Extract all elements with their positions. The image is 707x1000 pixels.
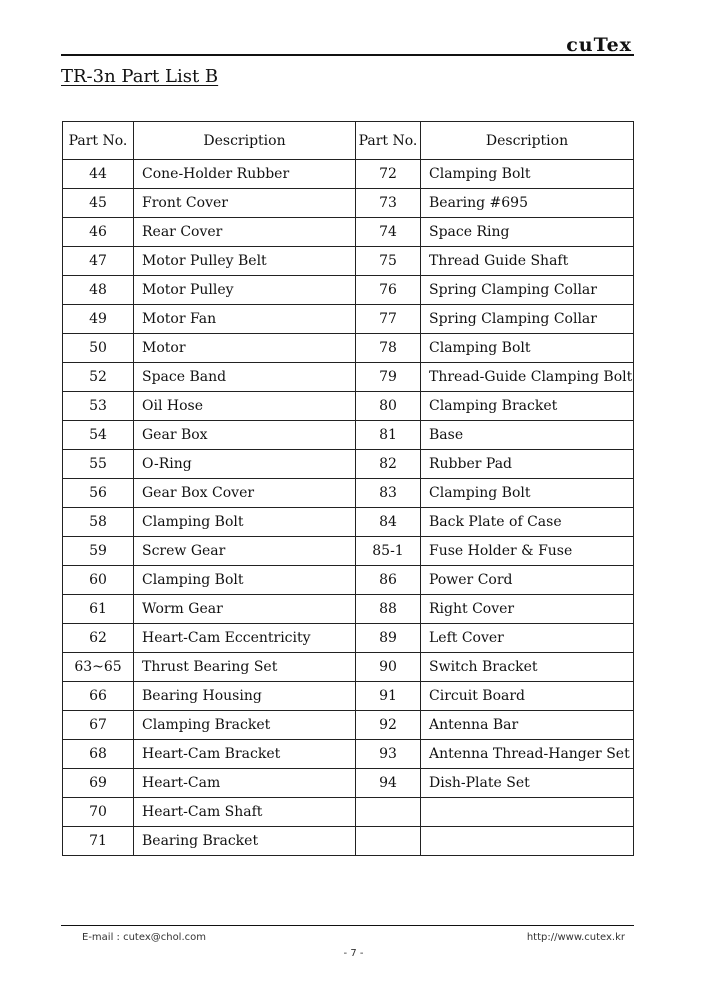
left-description: Thrust Bearing Set — [134, 653, 356, 682]
left-description: Motor Fan — [134, 305, 356, 334]
right-part-no: 77 — [356, 305, 421, 334]
left-description: Heart-Cam Eccentricity — [134, 624, 356, 653]
table-row — [63, 479, 634, 508]
left-part-no: 61 — [63, 595, 134, 624]
right-description: Antenna Bar — [421, 711, 634, 740]
left-description: Space Band — [134, 363, 356, 392]
table-row — [63, 160, 634, 189]
table-header-row — [63, 122, 634, 160]
left-part-no: 70 — [63, 798, 134, 827]
right-description: Clamping Bracket — [421, 392, 634, 421]
header-description-left: Description — [134, 122, 356, 160]
left-part-no: 60 — [63, 566, 134, 595]
table-row — [63, 363, 634, 392]
right-description: Fuse Holder & Fuse — [421, 537, 634, 566]
left-description: Bearing Bracket — [134, 827, 356, 856]
right-description: Power Cord — [421, 566, 634, 595]
right-description: Base — [421, 421, 634, 450]
header-divider — [61, 54, 634, 56]
right-description: Left Cover — [421, 624, 634, 653]
header-description-right: Description — [421, 122, 634, 160]
right-part-no: 78 — [356, 334, 421, 363]
left-part-no: 44 — [63, 160, 134, 189]
right-part-no: 73 — [356, 189, 421, 218]
right-description: Clamping Bolt — [421, 160, 634, 189]
left-description: Motor — [134, 334, 356, 363]
right-part-no: 75 — [356, 247, 421, 276]
right-part-no: 80 — [356, 392, 421, 421]
right-part-no: 90 — [356, 653, 421, 682]
left-part-no: 68 — [63, 740, 134, 769]
right-part-no — [356, 827, 421, 856]
table-row — [63, 798, 634, 827]
left-part-no: 58 — [63, 508, 134, 537]
left-description: Heart-Cam Bracket — [134, 740, 356, 769]
right-part-no: 91 — [356, 682, 421, 711]
header-part-no-left: Part No. — [63, 122, 134, 160]
right-description — [421, 798, 634, 827]
right-description: Clamping Bolt — [421, 334, 634, 363]
left-description: Heart-Cam — [134, 769, 356, 798]
right-description: Thread Guide Shaft — [421, 247, 634, 276]
left-description: Clamping Bracket — [134, 711, 356, 740]
right-description: Antenna Thread-Hanger Set — [421, 740, 634, 769]
right-description: Thread-Guide Clamping Bolt — [421, 363, 634, 392]
table-row — [63, 450, 634, 479]
table-row — [63, 392, 634, 421]
left-part-no: 62 — [63, 624, 134, 653]
brand-logo: cuTex — [566, 34, 632, 56]
right-part-no: 76 — [356, 276, 421, 305]
right-description: Circuit Board — [421, 682, 634, 711]
left-description: Motor Pulley — [134, 276, 356, 305]
right-part-no: 82 — [356, 450, 421, 479]
left-part-no: 53 — [63, 392, 134, 421]
page-title: TR-3n Part List B — [61, 66, 219, 87]
left-part-no: 52 — [63, 363, 134, 392]
left-description: Clamping Bolt — [134, 566, 356, 595]
table-row — [63, 682, 634, 711]
table-row — [63, 595, 634, 624]
left-description: Worm Gear — [134, 595, 356, 624]
table-row — [63, 276, 634, 305]
table-row — [63, 653, 634, 682]
left-description: Screw Gear — [134, 537, 356, 566]
left-description: Bearing Housing — [134, 682, 356, 711]
right-description: Rubber Pad — [421, 450, 634, 479]
left-part-no: 48 — [63, 276, 134, 305]
left-part-no: 50 — [63, 334, 134, 363]
table-row — [63, 711, 634, 740]
left-description: Gear Box Cover — [134, 479, 356, 508]
right-part-no: 74 — [356, 218, 421, 247]
footer-divider — [61, 925, 634, 926]
right-description: Spring Clamping Collar — [421, 276, 634, 305]
left-description: Clamping Bolt — [134, 508, 356, 537]
left-part-no: 56 — [63, 479, 134, 508]
right-description: Back Plate of Case — [421, 508, 634, 537]
right-description — [421, 827, 634, 856]
right-description: Clamping Bolt — [421, 479, 634, 508]
right-part-no: 79 — [356, 363, 421, 392]
right-description: Switch Bracket — [421, 653, 634, 682]
right-part-no: 94 — [356, 769, 421, 798]
right-part-no: 86 — [356, 566, 421, 595]
table-row — [63, 334, 634, 363]
right-part-no: 85-1 — [356, 537, 421, 566]
right-part-no: 72 — [356, 160, 421, 189]
left-part-no: 47 — [63, 247, 134, 276]
left-part-no: 71 — [63, 827, 134, 856]
right-part-no: 83 — [356, 479, 421, 508]
left-description: Motor Pulley Belt — [134, 247, 356, 276]
left-description: Heart-Cam Shaft — [134, 798, 356, 827]
right-part-no: 93 — [356, 740, 421, 769]
left-description: O-Ring — [134, 450, 356, 479]
table-row — [63, 305, 634, 334]
left-part-no: 67 — [63, 711, 134, 740]
table-row — [63, 740, 634, 769]
right-description: Right Cover — [421, 595, 634, 624]
parts-table-body — [63, 160, 634, 856]
footer-url: http://www.cutex.kr — [526, 932, 625, 943]
left-part-no: 55 — [63, 450, 134, 479]
footer-email: E-mail : cutex@chol.com — [82, 932, 206, 943]
left-part-no: 54 — [63, 421, 134, 450]
left-description: Cone-Holder Rubber — [134, 160, 356, 189]
table-row — [63, 508, 634, 537]
right-description: Spring Clamping Collar — [421, 305, 634, 334]
header-part-no-right: Part No. — [356, 122, 421, 160]
right-part-no: 92 — [356, 711, 421, 740]
page-number: - 7 - — [343, 948, 364, 959]
table-row — [63, 566, 634, 595]
left-part-no: 66 — [63, 682, 134, 711]
left-description: Front Cover — [134, 189, 356, 218]
left-description: Oil Hose — [134, 392, 356, 421]
left-part-no: 63~65 — [63, 653, 134, 682]
right-part-no: 81 — [356, 421, 421, 450]
right-part-no: 84 — [356, 508, 421, 537]
left-part-no: 46 — [63, 218, 134, 247]
left-description: Rear Cover — [134, 218, 356, 247]
table-row — [63, 247, 634, 276]
table-row — [63, 537, 634, 566]
table-row — [63, 769, 634, 798]
right-description: Bearing #695 — [421, 189, 634, 218]
table-row — [63, 624, 634, 653]
table-row — [63, 421, 634, 450]
left-part-no: 59 — [63, 537, 134, 566]
right-description: Space Ring — [421, 218, 634, 247]
left-part-no: 69 — [63, 769, 134, 798]
table-row — [63, 189, 634, 218]
right-part-no: 89 — [356, 624, 421, 653]
parts-table — [62, 121, 634, 856]
left-part-no: 45 — [63, 189, 134, 218]
right-part-no: 88 — [356, 595, 421, 624]
left-description: Gear Box — [134, 421, 356, 450]
table-row — [63, 827, 634, 856]
right-part-no — [356, 798, 421, 827]
right-description: Dish-Plate Set — [421, 769, 634, 798]
table-row — [63, 218, 634, 247]
left-part-no: 49 — [63, 305, 134, 334]
